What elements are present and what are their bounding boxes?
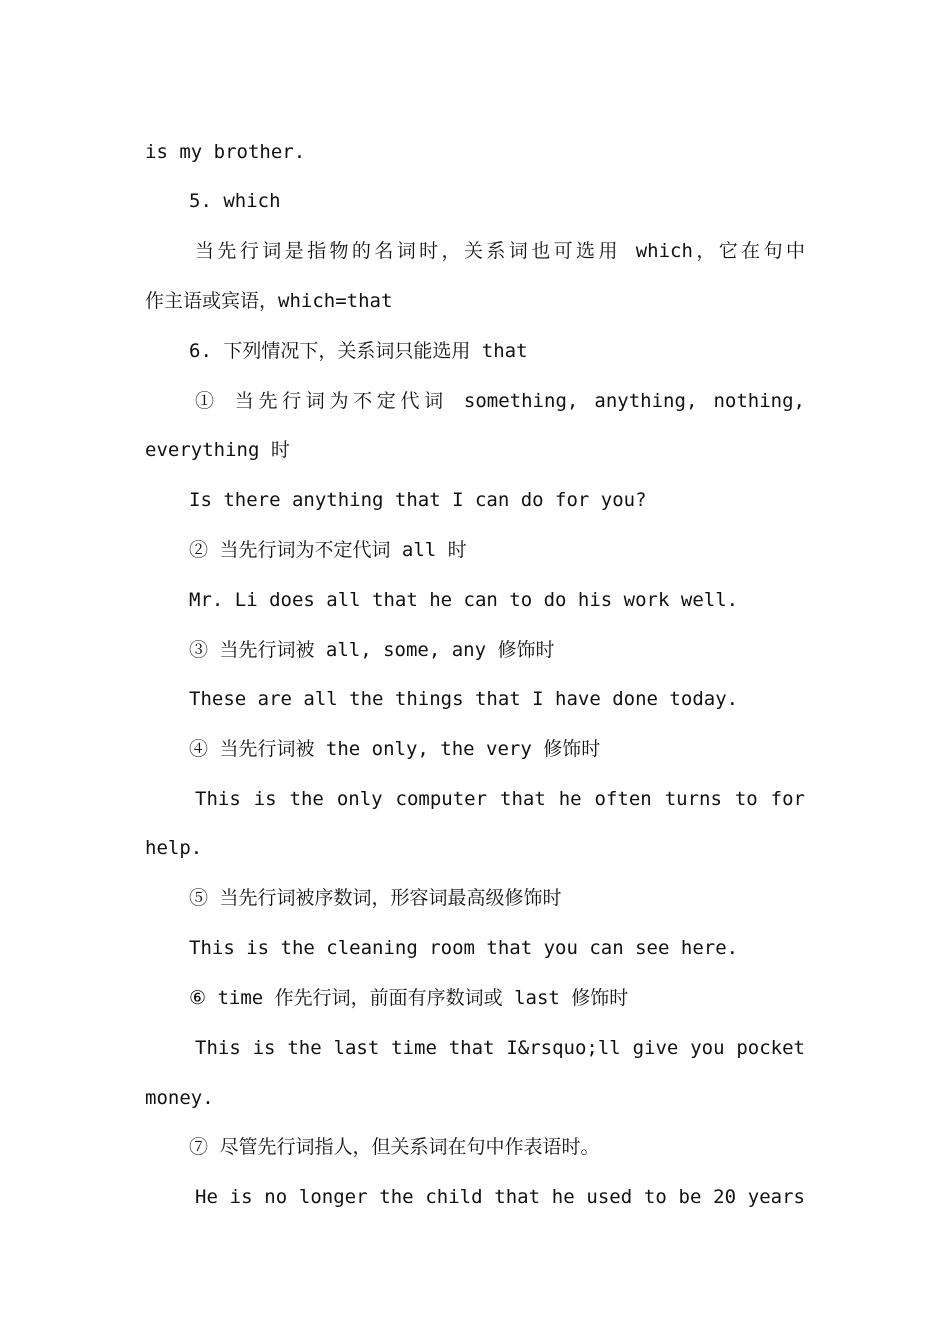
- rule-item: ⑦ 尽管先行词指人，但关系词在句中作表语时。: [189, 1136, 600, 1158]
- rule-item: ② 当先行词为不定代词 all 时: [189, 539, 467, 561]
- rule-item: ④ 当先行词被 the only, the very 修饰时: [189, 738, 601, 760]
- example-sentence: This is the last time that I&rsquo;ll give you pocket: [195, 1037, 805, 1059]
- example-sentence: These are all the things that I have done today.: [189, 688, 739, 710]
- text-line: help.: [145, 837, 203, 859]
- example-sentence: Is there anything that I can do for you?: [189, 489, 647, 511]
- text-line: 作主语或宾语，which=that: [145, 290, 393, 312]
- rule-item: ① 当先行词为不定代词 something, anything, nothing,: [195, 390, 805, 412]
- example-sentence: This is the cleaning room that you can see here.: [189, 937, 739, 959]
- example-sentence: Mr. Li does all that he can to do his work well.: [189, 589, 739, 611]
- example-sentence: He is no longer the child that he used to be 20 years: [195, 1186, 805, 1208]
- text-line: 当先行词是指物的名词时，关系词也可选用 which，它在句中: [195, 240, 805, 262]
- rule-item: ③ 当先行词被 all, some, any 修饰时: [189, 639, 555, 661]
- section-heading: 6. 下列情况下，关系词只能选用 that: [189, 340, 528, 362]
- text-line: everything 时: [145, 439, 290, 461]
- rule-item: ⑥ time 作先行词，前面有序数词或 last 修饰时: [189, 987, 629, 1009]
- section-heading: 5. which: [189, 190, 281, 212]
- example-sentence: This is the only computer that he often turns to for: [195, 788, 805, 810]
- rule-item: ⑤ 当先行词被序数词，形容词最高级修饰时: [189, 887, 562, 909]
- text-line: is my brother.: [145, 141, 306, 163]
- text-line: money.: [145, 1087, 214, 1109]
